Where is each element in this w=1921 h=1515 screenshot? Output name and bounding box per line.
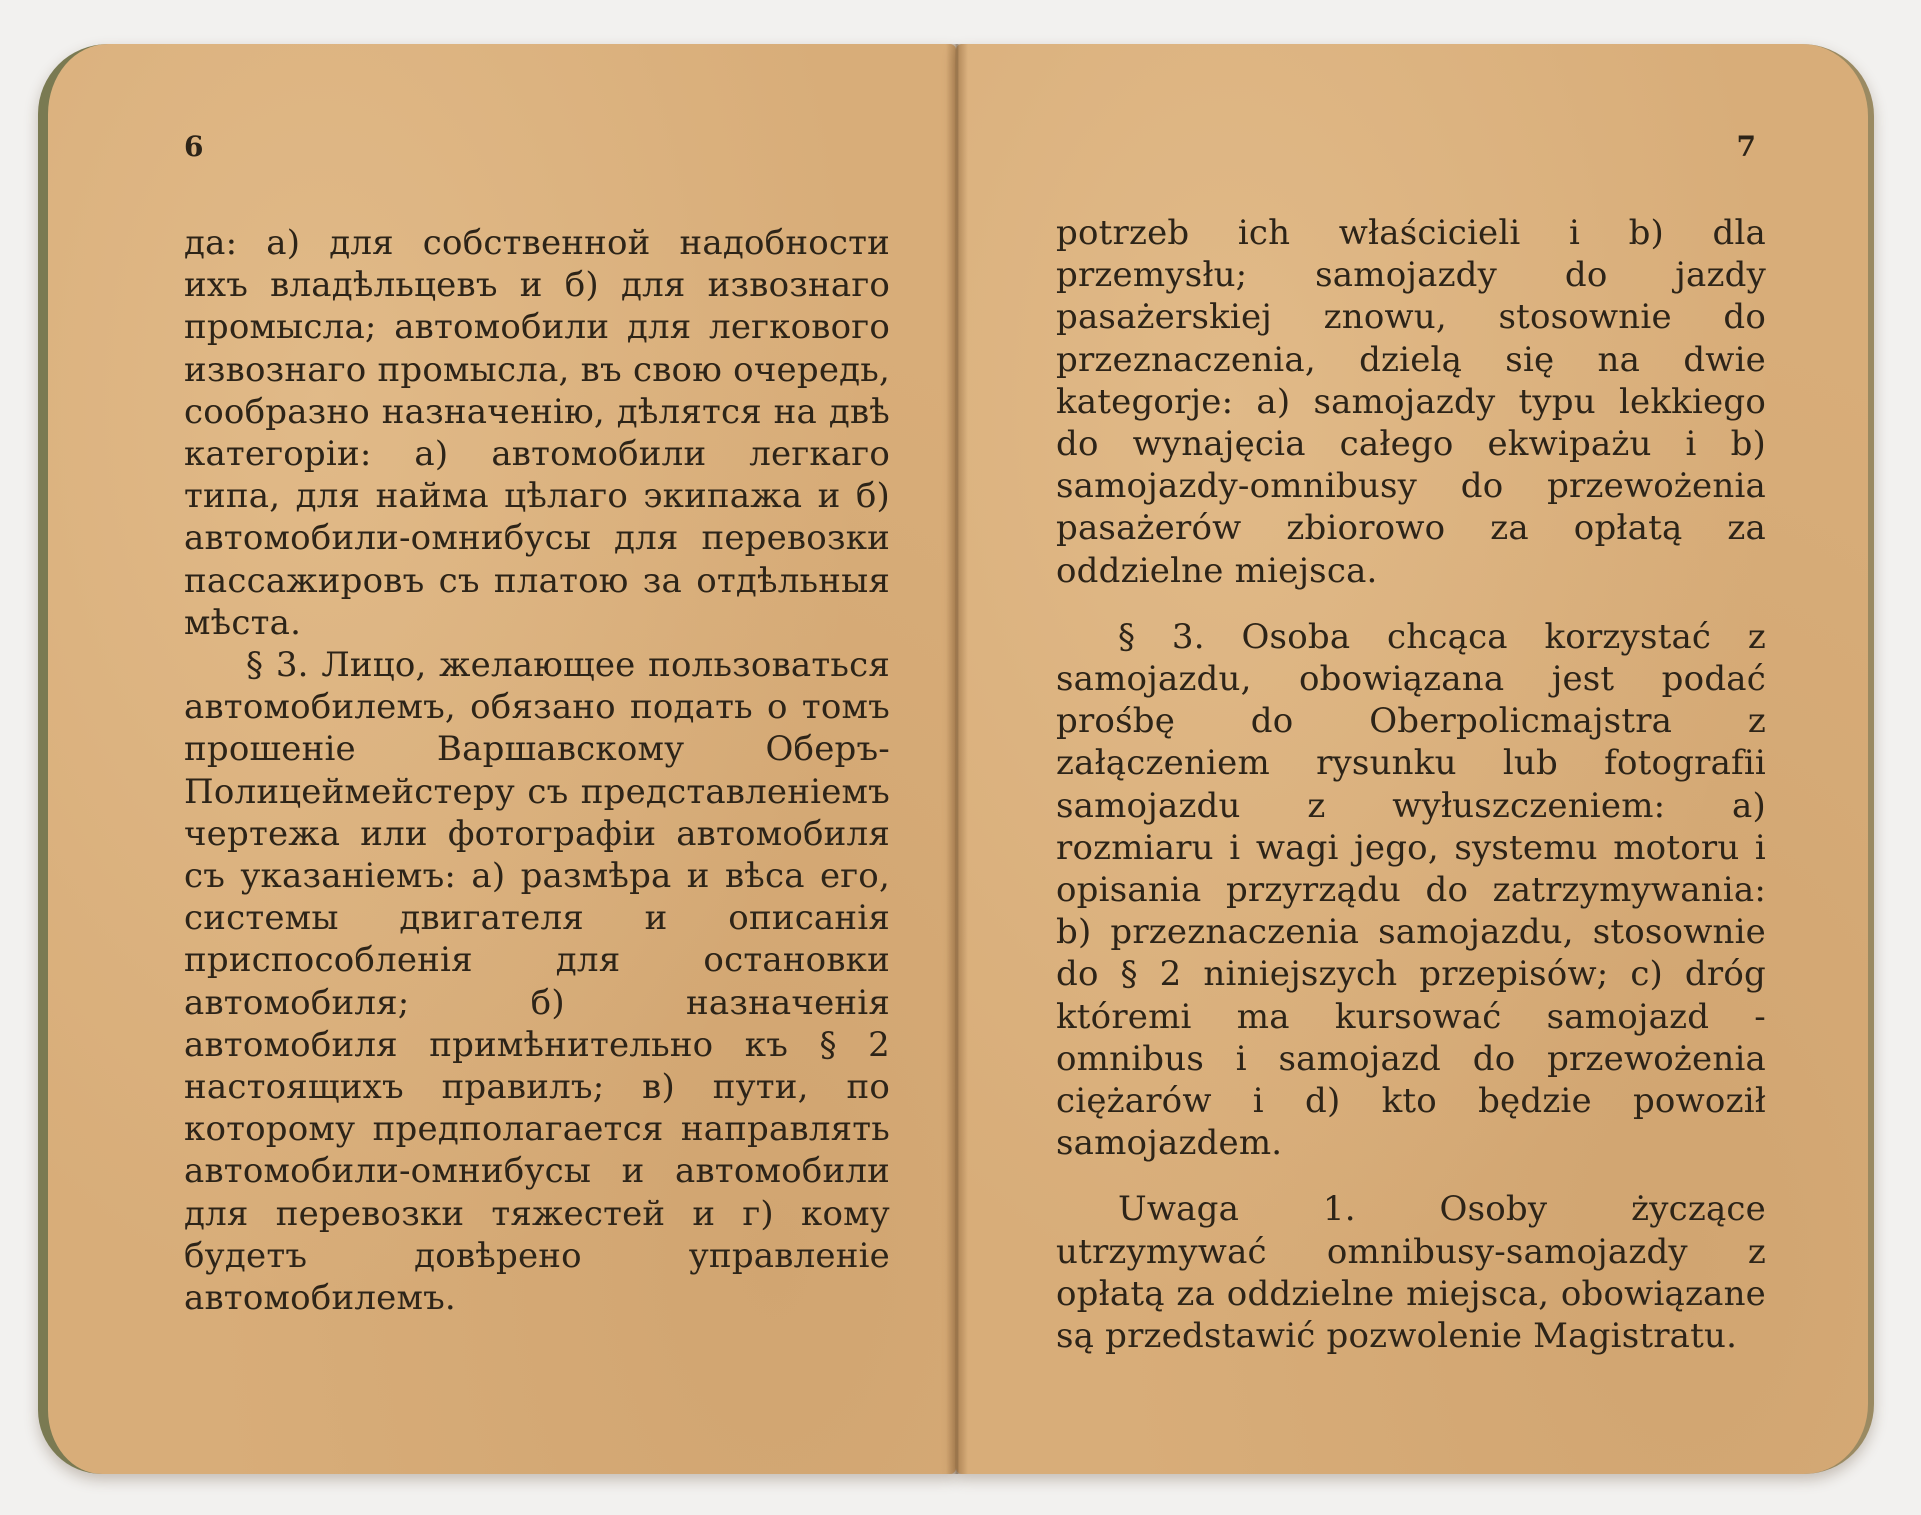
- right-page-number: 7: [1736, 130, 1756, 163]
- book-gutter: [946, 44, 968, 1474]
- right-paragraph-3: Uwaga 1. Osoby życzące utrzymywać omnibusy-samojazdy z opłatą za oddzielne miejsca, obowiązane są przedstawić pozwolenie Magistratu.: [1056, 1189, 1766, 1357]
- left-page: [38, 44, 956, 1474]
- left-page-text: [184, 222, 890, 1319]
- left-paragraph-1: да: а) для собственной надобности ихъ владѣльцевъ и б) для извознаго промысла; автомобили для легкового извознаго промысла, въ свою очередь, сообразно назначенію, дѣлятся на двѣ категоріи: а) автомобили легкаго типа, для найма цѣлаго экипажа и б) автомобили-омнибусы для перевозки пассажировъ съ платою за отдѣльныя мѣста.: [184, 223, 890, 643]
- right-paragraph-2: § 3. Osoba chcąca korzystać z samojazdu, obowiązana jest podać prośbę do Oberpolicmajstra z załączeniem rysunku lub fotografii samojazdu z wyłuszczeniem: a) rozmiaru i wagi jego, systemu motoru i opisania przyrządu do zatrzymywania: b) przeznaczenia samojazdu, stosownie do § 2 niniejszych przepisów; c) dróg któremi ma kursować samojazd - omnibus i samojazd do przewożenia ciężarów i d) kto będzie powoził samojazdem.: [1056, 616, 1766, 1164]
- open-booklet: [38, 44, 1874, 1480]
- left-paragraph-2: § 3. Лицо, желающее пользоваться автомобилемъ, обязано подать о томъ прошеніе Варшавскому Оберъ-Полицеймейстеру съ представленіемъ чертежа или фотографіи автомобиля съ указаніемъ: а) размѣра и вѣса его, системы двигателя и описанія приспособленія для остановки автомобиля; б) назначенія автомобиля примѣнительно къ § 2 настоящихъ правилъ; в) пути, по которому предполагается направлять автомобили-омнибусы и автомобили для перевозки тяжестей и г) кому будетъ довѣрено управленіе автомобилемъ.: [184, 645, 890, 1319]
- right-page: [956, 44, 1874, 1474]
- right-page-text: [1056, 212, 1766, 1357]
- right-paragraph-1: potrzeb ich właścicieli i b) dla przemysłu; samojazdy do jazdy pasażerskiej znowu, stosownie do przeznaczenia, dzielą się na dwie kategorje: a) samojazdy typu lekkiego do wynajęcia całego ekwipażu i b) samojazdy-omnibusy do przewożenia pasażerów zbiorowo za opłatą za oddzielne miejsca.: [1056, 213, 1766, 591]
- left-page-number: 6: [184, 130, 204, 163]
